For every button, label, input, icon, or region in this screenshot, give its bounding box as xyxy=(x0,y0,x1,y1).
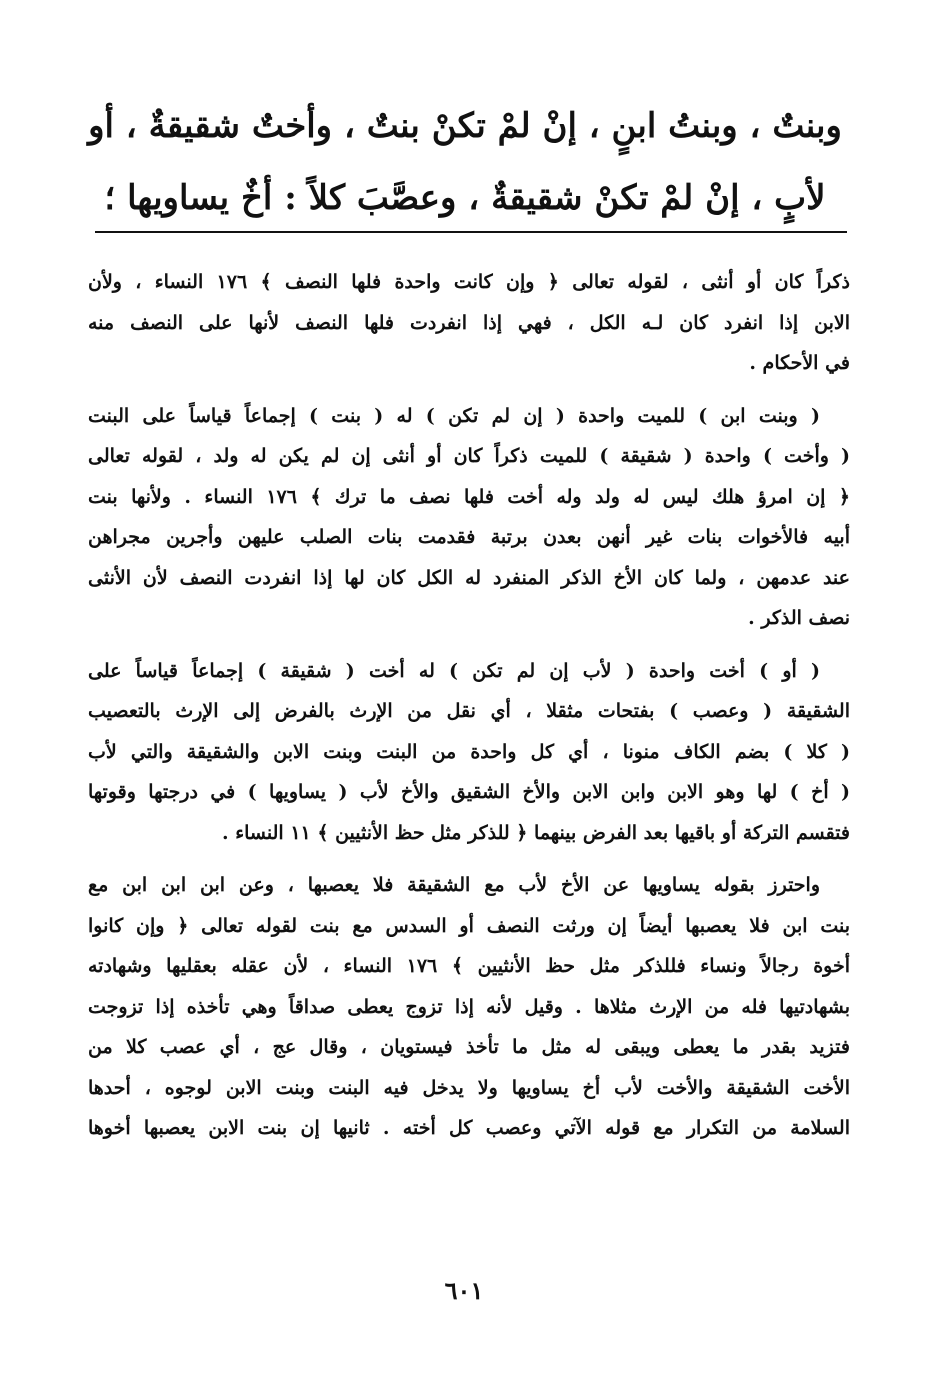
text-line: في الأحكام . xyxy=(749,352,850,374)
text-line: أبيه فالأخوات بنات غير أنهن بعدن برتبة فقدمت بنات الصلب عليهن وأجرين مجراهن xyxy=(88,526,850,548)
text-line: ( وبنت ابن ) للميت واحدة ( إن لم تكن ) له ( بنت ) إجماعاً قياساً على البنت xyxy=(88,404,820,427)
matn-line: وبنتٌ ، وبنتُ ابنٍ ، إنْ لمْ تكنْ بنتٌ ، وأختٌ شقيقةٌ ، أو xyxy=(88,106,842,146)
text-line: عند عدمهن ، ولما كان الأخ الذكر المنفرد له الكل كان لها إذا انفردت النصف لأن الأنثى xyxy=(88,566,850,589)
text-line: ( وأخت ) واحدة ( شقيقة ) للميت ذكراً كان أو أنثى إن لم يكن له ولد ، لقوله تعالى xyxy=(88,445,850,467)
commentary-paragraph xyxy=(88,396,850,639)
text-line: فتزيد بقدر ما يعطى ويبقى له مثل ما تأخذ فيستويان ، وقال عج ، أي عصب كلا من xyxy=(88,1036,850,1058)
commentary-paragraph xyxy=(88,651,850,854)
text-line: ( أو ) أخت واحدة ( لأب إن لم تكن ) له أخت ( شقيقة ) إجماعاً قياساً على xyxy=(88,659,820,682)
text-line: واحترز بقوله يساويها عن الأخ لأب مع الشقيقة فلا يعصبها ، وعن ابن ابن ابن مع xyxy=(88,874,820,896)
text-line: بنت ابن فلا يعصبها أيضاً إن ورثت النصف أو السدس مع بنت لقوله تعالى ﴿ وإن كانوا xyxy=(88,914,850,937)
matn-line: لأبٍ ، إنْ لمْ تكنْ شقيقةٌ ، وعصَّبَ كلاً : أخٌ يساويها ؛ xyxy=(104,178,826,218)
text-line: فتقسم التركة أو باقيها بعد الفرض بينهما ﴿ للذكر مثل حظ الأنثيين ﴾ ١١ النساء . xyxy=(221,821,850,844)
text-line: ( كلا ) بضم الكاف منونا ، أي كل واحدة من البنت وبنت الابن والشقيقة والتي لأب xyxy=(88,740,850,763)
text-line: نصف الذكر . xyxy=(748,607,850,629)
commentary xyxy=(88,262,850,1161)
page-number: ٦٠١ xyxy=(444,1276,484,1305)
text-line: ( أخ ) لها وهو الابن وابن الابن والأخ الشقيق والأخ لأب ( يساويها ) في درجتها وقوتها xyxy=(88,781,850,803)
text-line: بشهادتيها فله من الإرث مثلاها . وقيل لأنه إذا تزوج يعطى صداقاً وهي تأخذه إذا تزوجت xyxy=(88,995,850,1018)
commentary-paragraph xyxy=(88,262,850,384)
commentary-paragraph xyxy=(88,865,850,1149)
separator-rule xyxy=(95,231,847,233)
text-line: ذكراً كان أو أنثى ، لقوله تعالى ﴿ وإن كانت واحدة فلها النصف ﴾ ١٧٦ النساء ، ولأن xyxy=(88,271,850,293)
matn-verse xyxy=(80,90,850,234)
text-line: الأخت الشقيقة والأخت لأب أخ يساويها ولا يدخل فيه البنت وبنت الابن لوجوه ، أحدها xyxy=(88,1076,850,1099)
text-line: الشقيقة ( وعصب ) بفتحات مثقلا ، أي نقل من الإرث بالفرض إلى الإرث بالتعصيب xyxy=(88,700,850,722)
text-line: السلامة من التكرار مع قوله الآتي وعصب كل أخته . ثانيها إن بنت الابن يعصبها أخوها xyxy=(88,1117,850,1139)
text-line: أخوة رجالاً ونساء فللذكر مثل حظ الأنثيين ﴾ ١٧٦ النساء ، لأن عقله بعقليها وشهادته xyxy=(88,955,850,977)
text-line: ﴿ إن امرؤ هلك ليس له ولد وله أخت فلها نصف ما ترك ﴾ ١٧٦ النساء . ولأنها بنت xyxy=(88,485,850,508)
text-line: الابن إذا انفرد كان لـه الكل ، فهي إذا انفردت فلها النصف لأنها على النصف منه xyxy=(88,311,850,334)
